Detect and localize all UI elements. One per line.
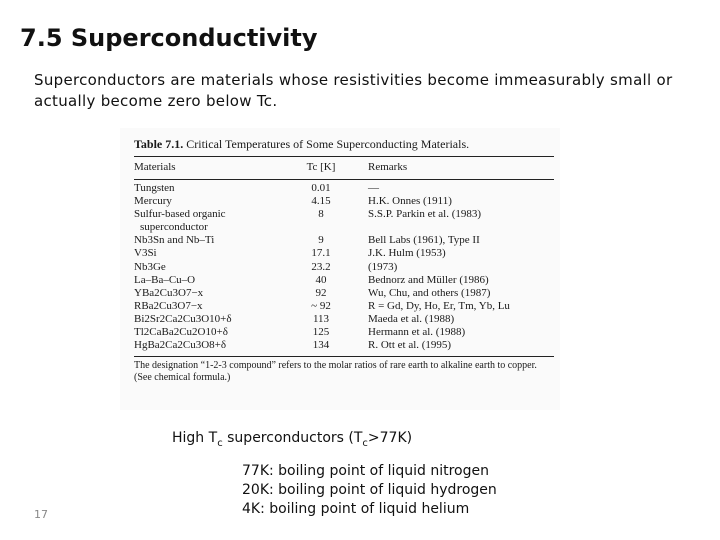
- tc-cell: 9: [318, 234, 324, 247]
- boiling-point-line: 20K: boiling point of liquid hydrogen: [242, 482, 497, 498]
- tc-cell: 113: [312, 312, 330, 325]
- high-tc-prefix: High T: [172, 430, 218, 446]
- intro-paragraph: Superconductors are materials whose resistivities become immeasurably small or actually become zero below Tc.: [34, 71, 673, 110]
- high-tc-sub2: c: [362, 437, 368, 449]
- table-caption-label: Table 7.1.: [134, 137, 184, 151]
- table-row: [134, 274, 554, 287]
- tc-cell: ~ 92: [311, 299, 331, 312]
- tc-cell: 125: [312, 326, 330, 339]
- table-bottom-rule: [134, 356, 554, 357]
- boiling-point-line: 4K: boiling point of liquid helium: [242, 501, 470, 517]
- material-cell: YBa2Cu3O7−x: [134, 286, 204, 299]
- high-tc-suffix: >77K): [367, 430, 413, 446]
- slide-title: 7.5 Superconductivity: [20, 24, 318, 52]
- remark-cell: Bell Labs (1961), Type II: [368, 234, 480, 247]
- material-cell: Sulfur-based organic: [134, 208, 226, 221]
- remark-cell: H.K. Onnes (1911): [368, 195, 452, 208]
- table-row: [134, 313, 554, 326]
- table-footnote: The designation “1-2-3 compound” refers to the molar ratios of rare earth to alkaline earth to copper. (See chemical formula.): [134, 360, 537, 383]
- material-cell: Nb3Ge: [134, 260, 166, 273]
- table-caption: [134, 136, 554, 152]
- boiling-point-line: 77K: boiling point of liquid nitrogen: [242, 463, 489, 479]
- high-tc-sub1: c: [217, 437, 223, 449]
- tc-cell: 92: [315, 286, 327, 299]
- material-cell: Tungsten: [134, 182, 175, 194]
- remark-cell: S.S.P. Parkin et al. (1983): [368, 208, 482, 221]
- tc-cell: 23.2: [311, 260, 331, 273]
- table-row: [134, 247, 554, 260]
- remark-cell: J.K. Hulm (1953): [368, 247, 446, 260]
- remark-cell: —: [368, 182, 379, 194]
- material-cell: superconductor: [140, 221, 208, 234]
- tc-cell: 4.15: [311, 195, 331, 208]
- tc-cell: [278, 221, 371, 234]
- table-row: [134, 234, 554, 247]
- high-tc-middle: superconductors (T: [222, 430, 363, 446]
- table-row: [134, 182, 554, 195]
- table-row: [134, 261, 554, 274]
- page-number: 17: [34, 508, 48, 521]
- header-remarks: Remarks: [368, 161, 408, 173]
- tc-cell: 134: [312, 339, 330, 352]
- tc-cell: 8: [318, 208, 324, 221]
- table-header-rule: [134, 179, 554, 180]
- table-row: [134, 300, 554, 313]
- table-top-rule: [134, 156, 554, 157]
- table-row: [134, 195, 554, 208]
- material-cell: Mercury: [134, 195, 172, 208]
- boiling-points-list: [242, 462, 497, 519]
- material-cell: RBa2Cu3O7−x: [134, 299, 203, 312]
- table-row: [134, 208, 554, 221]
- table-row: [134, 326, 554, 339]
- tc-table: [134, 136, 554, 383]
- remark-cell: R. Ott et al. (1995): [368, 339, 452, 352]
- remark-cell: [371, 221, 554, 234]
- tc-cell: 17.1: [311, 247, 331, 260]
- remark-cell: Hermann et al. (1988): [368, 326, 466, 339]
- table-row: [134, 287, 554, 300]
- high-tc-note: [172, 430, 412, 449]
- material-cell: Bi2Sr2Ca2Cu3O10+δ: [134, 312, 232, 325]
- material-cell: HgBa2Ca2Cu3O8+δ: [134, 339, 227, 352]
- material-cell: V3Si: [134, 247, 157, 260]
- table-body: [134, 182, 554, 352]
- header-tc: Tc [K]: [306, 161, 336, 173]
- material-cell: La–Ba–Cu–O: [134, 273, 196, 286]
- table-caption-text: Critical Temperatures of Some Superconducting Materials.: [186, 137, 470, 151]
- table-header-row: [134, 159, 554, 175]
- material-cell: Nb3Sn and Nb–Ti: [134, 234, 215, 247]
- tc-cell: 0.01: [311, 182, 331, 194]
- table-row: [134, 339, 554, 352]
- remark-cell: R = Gd, Dy, Ho, Er, Tm, Yb, Lu: [368, 299, 510, 312]
- remark-cell: Bednorz and Müller (1986): [368, 273, 489, 286]
- remark-cell: (1973): [368, 260, 398, 273]
- tc-cell: 40: [315, 273, 327, 286]
- remark-cell: Wu, Chu, and others (1987): [368, 286, 491, 299]
- header-materials: Materials: [134, 161, 176, 173]
- material-cell: Tl2CaBa2Cu2O10+δ: [134, 326, 228, 339]
- table-row: [134, 221, 554, 234]
- remark-cell: Maeda et al. (1988): [368, 312, 455, 325]
